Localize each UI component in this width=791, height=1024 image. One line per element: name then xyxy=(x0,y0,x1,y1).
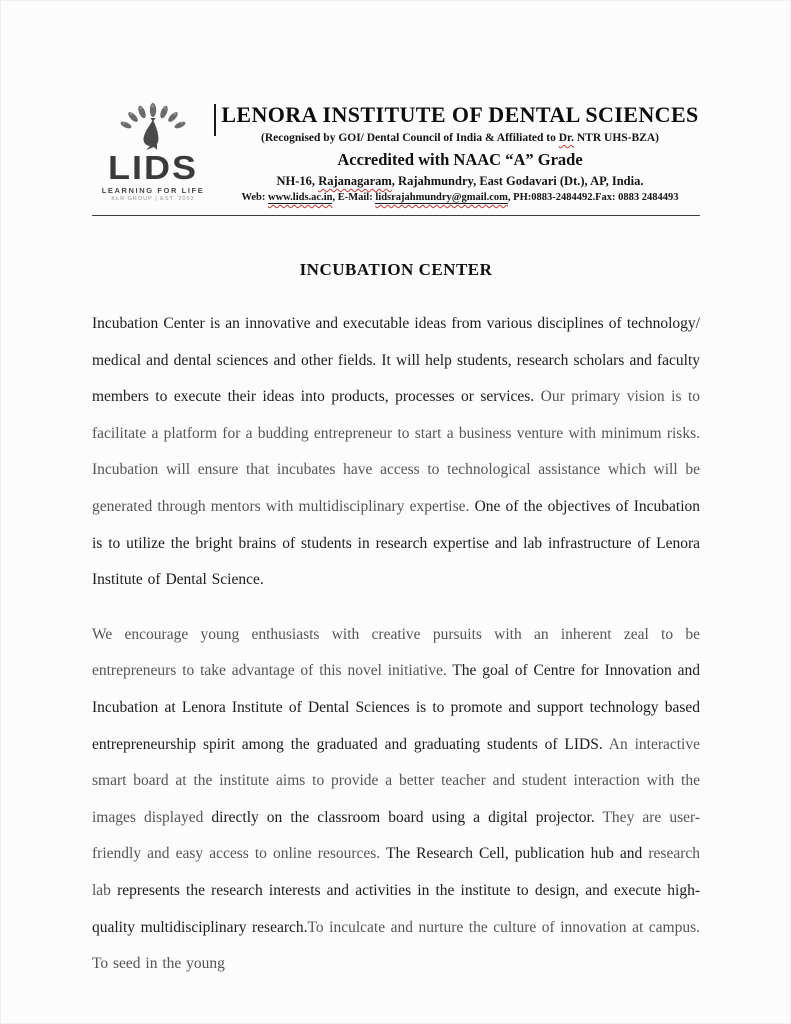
text-run: We encourage young enthusiasts with creative pursuits with an inherent zeal to be entrepreneurs to take advantage of this novel initiative. xyxy=(92,625,700,680)
recognition-prefix: (Recognised by GOI/ Dental Council of India & Affiliated to xyxy=(261,132,559,144)
text-run: directly on the classroom board using a digital projector. xyxy=(211,808,603,826)
body-paragraph xyxy=(92,617,700,983)
text-run: Incubation Center is an innovative and executable ideas from various disciplines of technology/ medical and dental sciences and other fields. It will help students, research scholars and faculty members to execute their ideas into products, processes or services. xyxy=(92,315,700,406)
logo-subtagline: KLR GROUP | EST. 2002 xyxy=(111,196,195,202)
phone-fax-text: , PH:0883-2484492.Fax: 0883 2484493 xyxy=(507,192,679,203)
institute-name: LENORA INSTITUTE OF DENTAL SCIENCES xyxy=(221,102,699,127)
header-divider xyxy=(214,104,216,136)
address-prefix: NH-16, xyxy=(276,174,319,188)
letterhead-text xyxy=(214,100,700,205)
text-run: One of the objectives of Incubation is to utilize the bright brains of students in research expertise and lab infrastructure of Lenora Institute of Dental Science. xyxy=(92,497,701,589)
text-run: The goal of Centre for Innovation and Incubation at Lenora Institute of Dental Sciences is to promote and support technology based entrepreneurship spirit among the graduated and graduating students of LIDS. xyxy=(92,662,700,753)
address-line xyxy=(220,173,700,190)
peacock-icon xyxy=(116,100,190,152)
recognition-misspelled-word: Dr. xyxy=(558,132,574,144)
email-link[interactable]: lidsrajahmundry@gmail.com xyxy=(375,192,508,203)
body-paragraph xyxy=(92,306,700,599)
accreditation-line: Accredited with NAAC “A” Grade xyxy=(337,150,583,169)
content-column xyxy=(92,0,700,983)
address-suffix: , Rajahmundry, East Godavari (Dt.), AP, India. xyxy=(391,174,644,188)
text-run: The Research Cell, publication hub and xyxy=(385,845,649,863)
email-label: , E-Mail: xyxy=(332,192,376,203)
website-link[interactable]: www.lids.ac.in xyxy=(268,192,333,203)
institute-logo xyxy=(92,100,214,202)
letterhead xyxy=(92,100,700,205)
text-run: To inculcate and nurture the culture of innovation at campus. To seed in the young xyxy=(92,918,700,973)
letterhead-rule xyxy=(92,215,700,216)
contact-line xyxy=(220,190,700,205)
recognition-line xyxy=(220,130,700,146)
logo-tagline: LEARNING FOR LIFE xyxy=(101,186,205,195)
address-misspelled-word: Rajanagaram xyxy=(318,174,392,188)
text-run: Our primary vision is to facilitate a platform for a budding entrepreneur to start a business venture with minimum risks. Incubation will ensure that incubates have access to technological assistance which will be generated through mentors with multidisciplinary expertise. xyxy=(92,388,701,515)
text-run: research lab xyxy=(92,845,700,899)
text-run: They are user-friendly and easy access to online resources. xyxy=(92,808,700,863)
recognition-suffix: NTR UHS-BZA) xyxy=(573,132,659,144)
logo-acronym: LIDS xyxy=(107,148,198,187)
web-label: Web: xyxy=(241,192,268,203)
text-run: represents the research interests and activities in the institute to design, and execute high-quality multidisciplinary research. xyxy=(92,881,700,936)
page-title: INCUBATION CENTER xyxy=(299,260,493,279)
text-run: An interactive smart board at the institute aims to provide a better teacher and student interaction with the images displayed xyxy=(92,735,700,826)
